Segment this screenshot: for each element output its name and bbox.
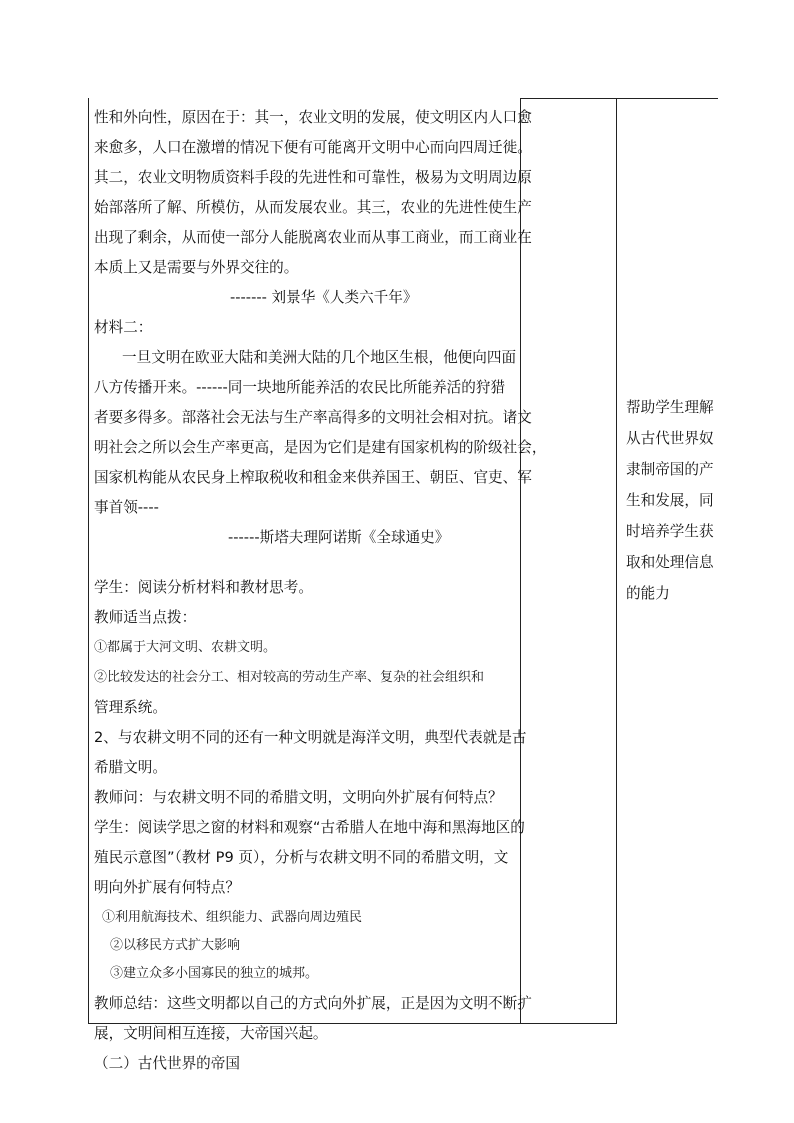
text-line: 一旦文明在欧亚大陆和美洲大陆的几个地区生根，他便向四面 [122, 349, 517, 366]
table-divider-2 [616, 98, 617, 1024]
intent-line: 从古代世界奴 [626, 430, 714, 447]
point-2: ②比较发达的社会分工、相对较高的劳动生产率、复杂的社会组织和 [94, 670, 485, 685]
text-line: 始部落所了解、所模仿，从而发展农业。其三，农业的先进性使生产 [94, 199, 532, 216]
text-line: 本质上又是需要与外界交往的。 [94, 259, 299, 276]
material-heading: 材料二： [94, 319, 153, 336]
text-line: 性和外向性，原因在于：其一，农业文明的发展，使文明区内人口愈 [94, 109, 532, 126]
section-heading: （二）古代世界的帝国 [94, 1055, 240, 1072]
teacher-guidance: 教师适当点拨： [94, 609, 197, 626]
text-line: 管理系统。 [94, 699, 167, 716]
text-line: 八方传播开来。------同一块地所能养活的农民比所能养活的狩猎 [94, 379, 506, 396]
text-line: 希腊文明。 [94, 759, 167, 776]
intent-line: 帮助学生理解 [626, 399, 714, 416]
text-line: 事首领---- [94, 499, 159, 516]
point-1: ①利用航海技术、组织能力、武器向周边殖民 [102, 910, 363, 925]
point-2: ②以移民方式扩大影响 [110, 938, 241, 953]
lesson-plan-table [88, 98, 718, 1072]
design-intent-cell [618, 98, 718, 1024]
source-citation: ------斯塔夫理阿诺斯《全球通史》 [228, 529, 450, 546]
text-line: 明向外扩展有何特点？ [94, 879, 240, 896]
intent-line: 生和发展，同 [626, 492, 714, 509]
text-line: 明社会之所以会生产率更高，是因为它们是建有国家机构的阶级社会， [94, 439, 547, 456]
point-1: ①都属于大河文明、农耕文明。 [94, 640, 277, 655]
student-activity: 学生：阅读分析材料和教材思考。 [94, 579, 313, 596]
intent-line: 时培养学生获 [626, 523, 714, 540]
intent-line: 隶制帝国的产 [626, 461, 714, 478]
source-citation: ------- 刘景华《人类六千年》 [230, 289, 418, 306]
text-line: 其二，农业文明物质资料手段的先进性和可靠性，极易为文明周边原 [94, 169, 532, 186]
teacher-summary: 教师总结：这些文明都以自己的方式向外扩展，正是因为文明不断扩 [94, 995, 532, 1012]
teacher-question: 教师问：与农耕文明不同的希腊文明，文明向外扩展有何特点？ [94, 789, 503, 806]
text-line: 殖民示意图”（教材 P9 页），分析与农耕文明不同的希腊文明，文 [94, 849, 509, 866]
text-line: 展，文明间相互连接，大帝国兴起。 [94, 1025, 328, 1042]
text-line: 国家机构能从农民身上榨取税收和租金来供养国王、朝臣、官吏、军 [94, 469, 532, 486]
text-line: 出现了剩余，从而使一部分人能脱离农业而从事工商业，而工商业在 [94, 229, 532, 246]
student-activity: 学生：阅读学思之窗的材料和观察“古希腊人在地中海和黑海地区的 [94, 819, 525, 836]
teaching-process-cell [88, 98, 547, 1072]
intent-line: 的能力 [626, 585, 670, 602]
text-line: 2、与农耕文明不同的还有一种文明就是海洋文明，典型代表就是古 [94, 729, 527, 746]
text-line: 者要多得多。部落社会无法与生产率高得多的文明社会相对抗。诸文 [94, 409, 532, 426]
intent-line: 取和处理信息 [626, 554, 714, 571]
point-3: ③建立众多小国寡民的独立的城邦。 [110, 966, 319, 981]
text-line: 来愈多，人口在激增的情况下便有可能离开文明中心而向四周迁徙。 [94, 139, 532, 156]
